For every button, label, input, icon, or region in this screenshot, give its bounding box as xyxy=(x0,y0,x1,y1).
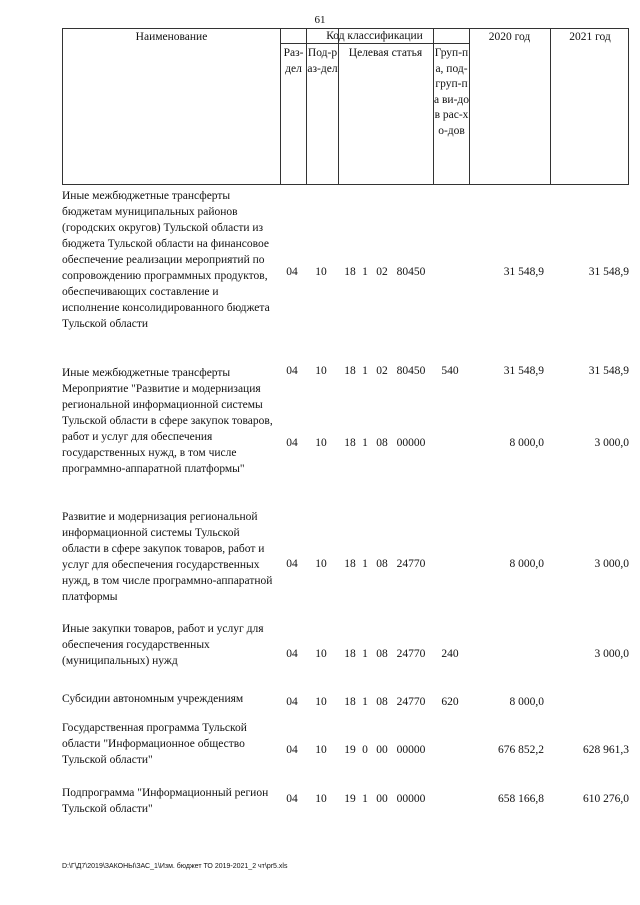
row-code-pr: 10 xyxy=(315,558,327,570)
row-value-2020: 658 166,8 xyxy=(498,793,544,805)
header-2021: 2021 год xyxy=(569,31,611,43)
row-name: Мероприятие "Развитие и модернизация региональной информационной системы Тульской области в сфере закупок товаров, работ и услуг для обеспечения государственных нужд, в том числе программно-аппаратной платформы" xyxy=(62,383,273,475)
row-code-pr: 10 xyxy=(315,365,327,377)
header-2020: 2020 год xyxy=(488,31,531,43)
row-value-2021: 3 000,0 xyxy=(594,558,629,570)
row-value-2020: 31 548,9 xyxy=(503,266,544,278)
row-name: Государственная программа Тульской области "Информационное общество Тульской области" xyxy=(62,722,247,766)
row-code-d: 24770 xyxy=(396,648,426,660)
row-name: Иные закупки товаров, работ и услуг для обеспечения государственных (муниципальных) нужд xyxy=(62,623,264,667)
row-value-2021: 610 276,0 xyxy=(583,793,629,805)
row-code-c: 08 xyxy=(376,558,388,570)
row-code-b: 1 xyxy=(362,437,368,449)
row-value-2021: 31 548,9 xyxy=(588,266,629,278)
row-code-d: 00000 xyxy=(396,744,426,756)
row-code-rz: 04 xyxy=(286,558,298,570)
header-group: Груп-па, под-груп-па ви-дов рас-хо-дов xyxy=(434,47,469,137)
row-code-rz: 04 xyxy=(286,648,298,660)
row-value-2021: 628 961,3 xyxy=(583,744,629,756)
row-value-2020: 31 548,9 xyxy=(503,365,544,377)
row-code-b: 1 xyxy=(362,558,368,570)
header-name: Наименование xyxy=(135,31,208,43)
row-code-b: 1 xyxy=(362,696,368,708)
row-name: Иные межбюджетные трансферты xyxy=(62,367,231,379)
row-value-2021: 31 548,9 xyxy=(588,365,629,377)
row-name: Субсидии автономным учреждениям xyxy=(62,693,244,705)
row-code-d: 00000 xyxy=(396,793,426,805)
row-code-c: 08 xyxy=(376,648,388,660)
row-name: Развитие и модернизация региональной информационной системы Тульской области в сфере закупок товаров, работ и услуг для обеспечения государственных нужд, в том числе программно-аппаратной платформы xyxy=(62,511,273,603)
row-code-pr: 10 xyxy=(315,437,327,449)
row-code-c: 08 xyxy=(376,696,388,708)
row-code-rz: 04 xyxy=(286,437,298,449)
row-code-pr: 10 xyxy=(315,266,327,278)
row-name: Подпрограмма "Информационный регион Тульской области" xyxy=(62,787,269,815)
row-code-c: 00 xyxy=(376,793,388,805)
header-target: Целевая статья xyxy=(348,47,423,59)
row-code-a: 18 xyxy=(344,558,356,570)
row-value-2021: 3 000,0 xyxy=(594,437,629,449)
row-code-vr: 240 xyxy=(441,648,459,660)
row-code-pr: 10 xyxy=(315,744,327,756)
row-code-a: 18 xyxy=(344,365,356,377)
row-value-2020: 8 000,0 xyxy=(509,696,544,708)
row-value-2020: 8 000,0 xyxy=(509,558,544,570)
row-code-d: 80450 xyxy=(396,365,426,377)
header-subsection: Под-раз-дел xyxy=(307,47,338,75)
row-code-rz: 04 xyxy=(286,793,298,805)
row-code-vr: 540 xyxy=(441,365,459,377)
row-code-b: 1 xyxy=(362,365,368,377)
row-code-pr: 10 xyxy=(315,648,327,660)
row-code-d: 24770 xyxy=(396,696,426,708)
row-code-b: 1 xyxy=(362,266,368,278)
file-path-footer: D:\Г\Д7\2019\ЗАКОНЫ\ЗАС_1\Изм. бюджет ТО 2019-2021_2 чт\pr5.xls xyxy=(62,863,288,870)
row-code-pr: 10 xyxy=(315,793,327,805)
row-code-a: 19 xyxy=(344,793,356,805)
row-code-a: 18 xyxy=(344,437,356,449)
row-code-c: 02 xyxy=(376,365,388,377)
row-value-2020: 676 852,2 xyxy=(498,744,544,756)
row-code-rz: 04 xyxy=(286,266,298,278)
row-code-b: 1 xyxy=(362,793,368,805)
row-code-a: 18 xyxy=(344,696,356,708)
row-code-c: 08 xyxy=(376,437,388,449)
row-code-a: 18 xyxy=(344,266,356,278)
row-code-a: 18 xyxy=(344,648,356,660)
row-code-d: 00000 xyxy=(396,437,426,449)
row-code-a: 19 xyxy=(344,744,356,756)
row-code-vr: 620 xyxy=(441,696,459,708)
header-section: Раз-дел xyxy=(283,47,304,75)
row-code-d: 80450 xyxy=(396,266,426,278)
header-code: Код классификации xyxy=(326,30,423,42)
row-code-b: 0 xyxy=(362,744,368,756)
row-code-b: 1 xyxy=(362,648,368,660)
row-value-2021: 3 000,0 xyxy=(594,648,629,660)
row-code-c: 02 xyxy=(376,266,388,278)
row-code-c: 00 xyxy=(376,744,388,756)
row-name: Иные межбюджетные трансферты бюджетам муниципальных районов (городских округов) Тульской области из бюджета Тульской области на финансовое обеспечение реализации мероприятий по сопровождению программных продуктов, обеспечивающих составление и исполнение консолидированного бюджета Тульской области xyxy=(62,190,270,330)
row-value-2020: 8 000,0 xyxy=(509,437,544,449)
row-code-d: 24770 xyxy=(396,558,426,570)
row-code-rz: 04 xyxy=(286,365,298,377)
table-header xyxy=(62,28,629,185)
row-code-pr: 10 xyxy=(315,696,327,708)
row-code-rz: 04 xyxy=(286,696,298,708)
page-number: 61 xyxy=(314,14,326,26)
row-code-rz: 04 xyxy=(286,744,298,756)
